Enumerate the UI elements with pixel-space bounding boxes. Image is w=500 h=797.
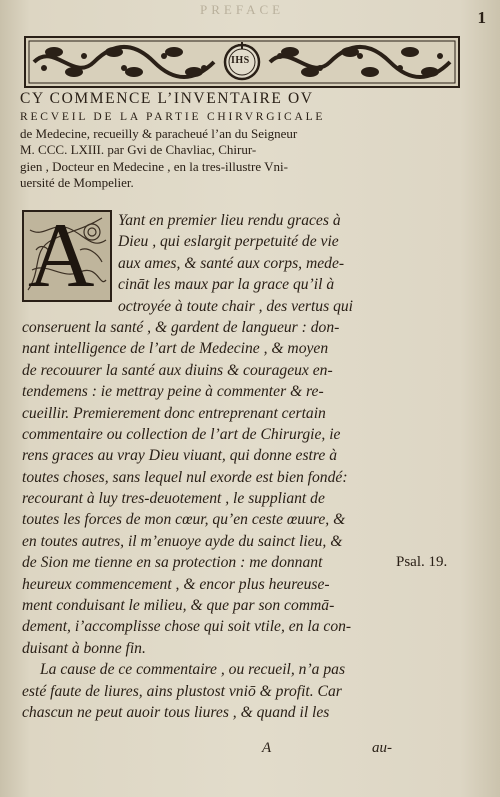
catchword: au- — [372, 740, 392, 756]
text-line: cueillir. Premierement donc entreprenant certain — [22, 404, 326, 422]
signature-mark: A — [262, 740, 272, 756]
text-line: heureux commencement , & encor plus heureuse- — [22, 575, 330, 593]
page-number: 1 — [477, 8, 486, 27]
show-through-text: PREFACE — [200, 2, 285, 17]
heading-line: RECVEIL DE LA PARTIE CHIRVRGICALE — [20, 111, 326, 123]
text-line: commentaire ou collection de l’art de Chirurgie, ie — [22, 425, 341, 443]
text-line: toutes les forces de mon cœur, qu’en ceste œuure, & — [22, 511, 346, 529]
text-line: nant intelligence de l’art de Medecine , & moyen — [22, 340, 329, 358]
text-line: tendemens : ie mettray peine à commenter & re- — [22, 383, 324, 401]
heading-line: gien , Docteur en Medecine , en la tres-illustre Vni- — [20, 158, 288, 174]
text-line: rens graces au vray Dieu viuant, qui donne estre à — [22, 447, 337, 465]
text-line: cināt les maux par la grace qu’il à — [118, 276, 335, 294]
headpiece-ornament — [24, 36, 460, 88]
text-line: esté faute de liures, ains plustost vniō & profit. Car — [22, 682, 342, 700]
text-line: aux ames, & santé aux corps, mede- — [118, 254, 345, 272]
drop-cap-letter: A — [28, 204, 95, 306]
text-line: ment conduisant le milieu, & que par son commā- — [22, 597, 335, 615]
heading-line: uersité de Mompelier. — [20, 175, 134, 190]
text-line: chascun ne peut auoir tous liures , & quand il les — [22, 703, 330, 721]
ihs-monogram: IHS — [231, 55, 250, 66]
text-line: en toutes autres, il m’enuoye ayde du sainct lieu, & — [22, 532, 343, 550]
chapter-heading — [20, 88, 470, 192]
body-text — [22, 204, 402, 723]
text-line: dement, i’accomplisse chose qui soit vtile, en la con- — [22, 618, 352, 636]
text-line: Yant en premier lieu rendu graces à — [118, 212, 341, 229]
text-line: de Sion me tienne en sa protection : me donnant — [22, 554, 323, 572]
text-line: recourant à luy tres-deuotement , le suppliant de — [22, 490, 325, 508]
text-line: toutes choses, sans lequel nul exorde est bien fondé: — [22, 468, 348, 486]
text-line: conseruent la santé , & gardent de langueur : don- — [22, 318, 340, 336]
text-line: de recouurer la santé aux diuins & courageux en- — [22, 361, 333, 379]
text-line: La cause de ce commentaire , ou recueil, n’a pas — [40, 661, 346, 679]
text-line: octroyée à toute chair , des vertus qui — [118, 297, 354, 315]
marginal-reference: Psal. 19. — [396, 554, 448, 570]
heading-line: de Medecine, recueilly & paracheué l’an du Seigneur — [20, 125, 298, 141]
text-line: Dieu , qui eslargit perpetuité de vie — [118, 233, 339, 251]
heading-line: M. CCC. LXIII. par Gvi de Chavliac, Chirur- — [20, 142, 257, 157]
text-line: duisant à bonne fin. — [22, 639, 146, 657]
heading-title: CY COMMENCE L’INVENTAIRE OV — [20, 90, 314, 107]
